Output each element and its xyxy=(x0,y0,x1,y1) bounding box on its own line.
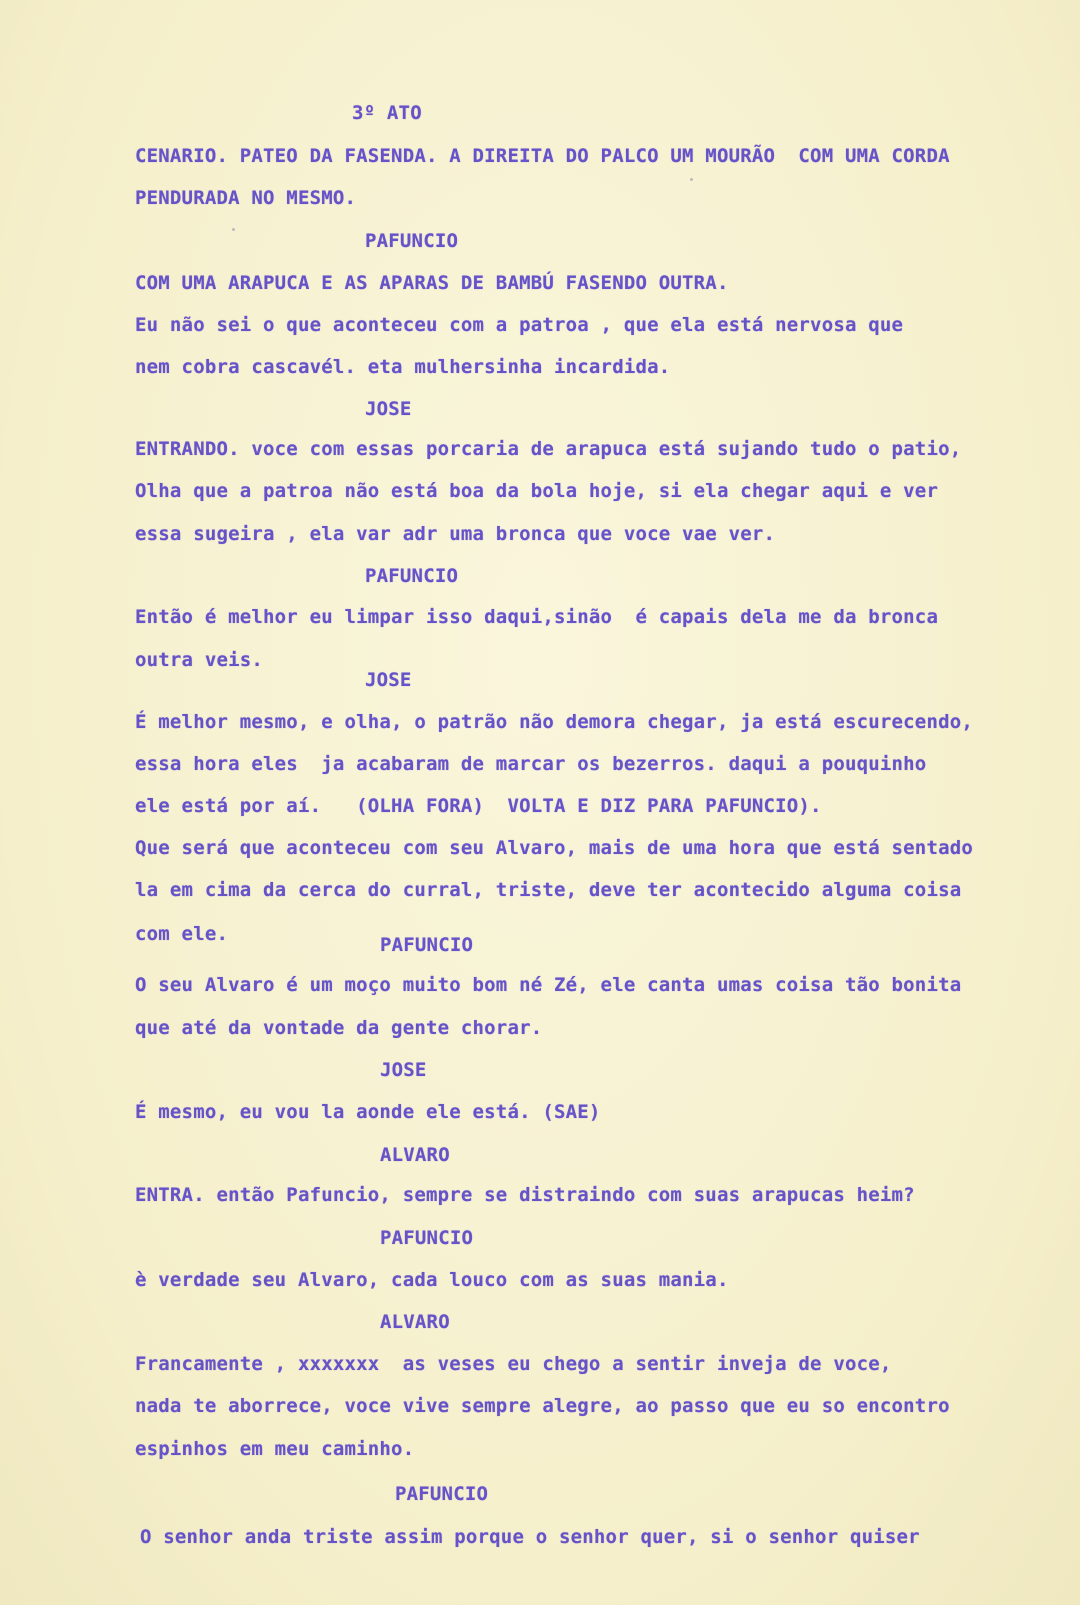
dialogue-line: O senhor anda triste assim porque o senhor quer, si o senhor quiser xyxy=(140,1526,920,1548)
dialogue-line: Olha que a patroa não está boa da bola hoje, si ela chegar aqui e ver xyxy=(135,480,939,502)
dialogue-line: O seu Alvaro é um moço muito bom né Zé, ele canta umas coisa tão bonita xyxy=(135,974,962,996)
paper-speck xyxy=(232,228,235,231)
dialogue-line: com ele. xyxy=(135,923,229,945)
speaker-name: ALVARO xyxy=(380,1144,450,1166)
dialogue-line: É melhor mesmo, e olha, o patrão não demora chegar, ja está escurecendo, xyxy=(135,711,974,733)
dialogue-line: ENTRA. então Pafuncio, sempre se distraindo com suas arapucas heim? xyxy=(135,1184,915,1206)
dialogue-line: Francamente , xxxxxxx as veses eu chego a sentir inveja de voce, xyxy=(135,1353,892,1375)
speaker-name: JOSE xyxy=(365,669,412,691)
speaker-name: JOSE xyxy=(365,398,412,420)
speaker-name: PAFUNCIO xyxy=(395,1483,489,1505)
paper-speck xyxy=(690,178,693,181)
dialogue-line: nem cobra cascavél. eta mulhersinha incardida. xyxy=(135,356,671,378)
speaker-name: PAFUNCIO xyxy=(380,1227,474,1249)
speaker-name: PAFUNCIO xyxy=(365,230,459,252)
act-heading: 3º ATO xyxy=(352,102,422,124)
dialogue-line: espinhos em meu caminho. xyxy=(135,1438,415,1460)
dialogue-line: que até da vontade da gente chorar. xyxy=(135,1017,543,1039)
dialogue-line: ele está por aí. (OLHA FORA) VOLTA E DIZ PARA PAFUNCIO). xyxy=(135,795,822,817)
dialogue-line: Que será que aconteceu com seu Alvaro, mais de uma hora que está sentado xyxy=(135,837,974,859)
stage-direction: COM UMA ARAPUCA E AS APARAS DE BAMBÚ FASENDO OUTRA. xyxy=(135,272,729,294)
speaker-name: PAFUNCIO xyxy=(365,565,459,587)
dialogue-line: la em cima da cerca do curral, triste, deve ter acontecido alguma coisa xyxy=(135,879,962,901)
dialogue-line: Eu não sei o que aconteceu com a patroa , que ela está nervosa que xyxy=(135,314,904,336)
dialogue-line: nada te aborrece, voce vive sempre alegre, ao passo que eu so encontro xyxy=(135,1395,950,1417)
scene-description: PENDURADA NO MESMO. xyxy=(135,187,357,209)
dialogue-line: Então é melhor eu limpar isso daqui,sinão é capais dela me da bronca xyxy=(135,606,939,628)
scene-description: CENARIO. PATEO DA FASENDA. A DIREITA DO PALCO UM MOURÃO COM UMA CORDA xyxy=(135,145,950,167)
dialogue-line: ENTRANDO. voce com essas porcaria de arapuca está sujando tudo o patio, xyxy=(135,438,962,460)
dialogue-line: É mesmo, eu vou la aonde ele está. (SAE) xyxy=(135,1101,601,1123)
speaker-name: ALVARO xyxy=(380,1311,450,1333)
speaker-name: JOSE xyxy=(380,1059,427,1081)
speaker-name: PAFUNCIO xyxy=(380,934,474,956)
dialogue-line: outra veis. xyxy=(135,649,264,671)
dialogue-line: è verdade seu Alvaro, cada louco com as suas mania. xyxy=(135,1269,729,1291)
dialogue-line: essa sugeira , ela var adr uma bronca que voce vae ver. xyxy=(135,523,776,545)
dialogue-line: essa hora eles ja acabaram de marcar os bezerros. daqui a pouquinho xyxy=(135,753,927,775)
